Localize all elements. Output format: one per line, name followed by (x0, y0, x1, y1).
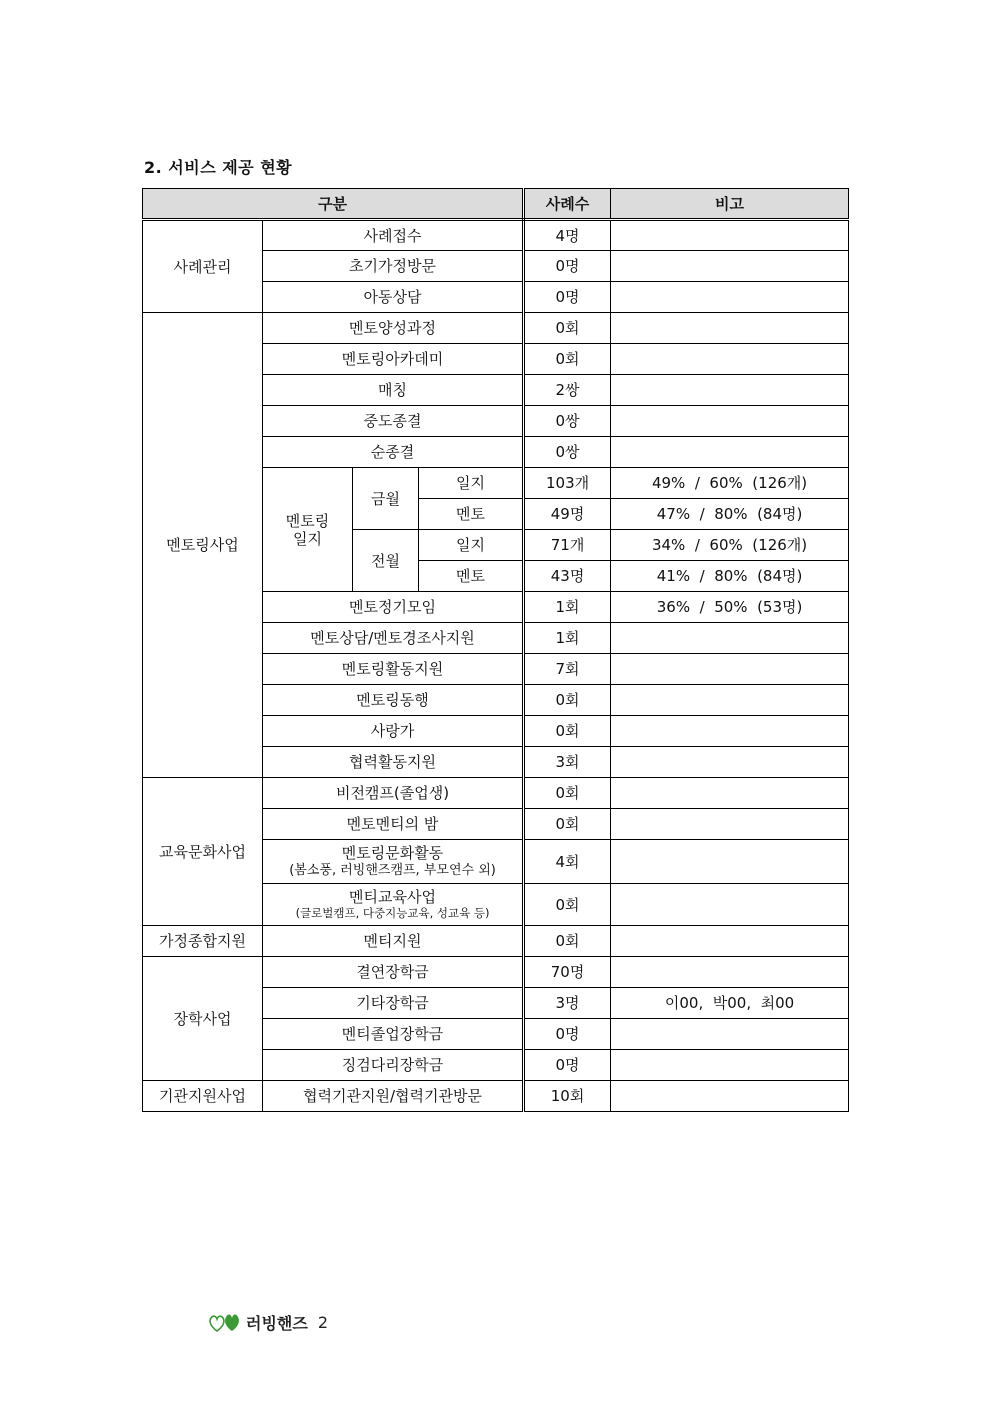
group-institution: 기관지원사업 (143, 1081, 263, 1112)
journal-label: 멘토링 일지 (263, 468, 353, 592)
item-note (611, 926, 849, 957)
item-name: 매칭 (263, 375, 524, 406)
item-name-with-sub (263, 840, 524, 884)
item-count: 0쌍 (524, 437, 611, 468)
table-row (143, 220, 849, 251)
item-name: 일지 (419, 530, 524, 561)
item-count: 4명 (524, 220, 611, 251)
item-count: 0쌍 (524, 406, 611, 437)
item-count: 43명 (524, 561, 611, 592)
item-name: 멘티지원 (263, 926, 524, 957)
item-name: 결연장학금 (263, 957, 524, 988)
item-note: 47% / 80% (84명) (611, 499, 849, 530)
item-count: 4회 (524, 840, 611, 884)
section-title: 2. 서비스 제공 현황 (144, 158, 293, 177)
item-count: 10회 (524, 1081, 611, 1112)
item-count: 70명 (524, 957, 611, 988)
item-note (611, 344, 849, 375)
item-name: 멘토링동행 (263, 685, 524, 716)
item-name: 멘토 (419, 561, 524, 592)
item-name: 아동상담 (263, 282, 524, 313)
item-note (611, 220, 849, 251)
table-row (143, 313, 849, 344)
item-note (611, 375, 849, 406)
table-header-row (143, 189, 849, 220)
item-note (611, 716, 849, 747)
item-name: 사랑가 (263, 716, 524, 747)
header-note: 비고 (611, 189, 849, 220)
item-count: 2쌍 (524, 375, 611, 406)
table-row (143, 957, 849, 988)
service-status-table (142, 188, 849, 1112)
item-count: 0명 (524, 282, 611, 313)
item-count: 0회 (524, 778, 611, 809)
item-count: 0명 (524, 1050, 611, 1081)
item-count: 0회 (524, 884, 611, 926)
group-mentoring: 멘토링사업 (143, 313, 263, 778)
item-subtitle: (봄소풍, 러빙핸즈캠프, 부모연수 외) (289, 863, 496, 879)
item-count: 1회 (524, 623, 611, 654)
item-note: 36% / 50% (53명) (611, 592, 849, 623)
group-scholarship: 장학사업 (143, 957, 263, 1081)
two-hearts-logo-icon (208, 1311, 242, 1333)
item-note (611, 685, 849, 716)
item-note: 49% / 60% (126개) (611, 468, 849, 499)
group-education: 교육문화사업 (143, 778, 263, 926)
table-row (143, 778, 849, 809)
item-name: 협력활동지원 (263, 747, 524, 778)
item-name: 멘티교육사업 (349, 888, 436, 907)
item-name: 멘토링문화활동 (341, 844, 444, 863)
page-footer (208, 1309, 328, 1335)
item-name: 협력기관지원/협력기관방문 (263, 1081, 524, 1112)
item-count: 0회 (524, 926, 611, 957)
page-number: 2 (317, 1312, 329, 1332)
item-note (611, 437, 849, 468)
item-name: 기타장학금 (263, 988, 524, 1019)
item-subtitle: (글로벌캠프, 다중지능교육, 성교육 등) (295, 906, 490, 921)
item-name: 멘토정기모임 (263, 592, 524, 623)
group-case-mgmt: 사례관리 (143, 220, 263, 313)
item-note (611, 957, 849, 988)
item-count: 49명 (524, 499, 611, 530)
item-name: 징검다리장학금 (263, 1050, 524, 1081)
item-note (611, 282, 849, 313)
group-family: 가정종합지원 (143, 926, 263, 957)
item-name: 중도종결 (263, 406, 524, 437)
item-count: 0명 (524, 251, 611, 282)
item-name: 멘티졸업장학금 (263, 1019, 524, 1050)
item-note (611, 623, 849, 654)
item-count: 0회 (524, 716, 611, 747)
item-name: 사례접수 (263, 220, 524, 251)
item-note (611, 654, 849, 685)
item-name: 멘토상담/멘토경조사지원 (263, 623, 524, 654)
item-name: 멘토멘티의 밤 (263, 809, 524, 840)
item-count: 0회 (524, 313, 611, 344)
item-count: 0명 (524, 1019, 611, 1050)
item-count: 0회 (524, 809, 611, 840)
item-name: 일지 (419, 468, 524, 499)
item-note (611, 1050, 849, 1081)
item-note: 이00, 박00, 최00 (611, 988, 849, 1019)
item-name: 초기가정방문 (263, 251, 524, 282)
item-note (611, 1081, 849, 1112)
this-month-label: 금월 (353, 468, 419, 530)
item-note: 41% / 80% (84명) (611, 561, 849, 592)
item-note (611, 778, 849, 809)
item-count: 7회 (524, 654, 611, 685)
item-name: 순종결 (263, 437, 524, 468)
table-row (143, 1081, 849, 1112)
item-count: 71개 (524, 530, 611, 561)
item-name: 멘토링아카데미 (263, 344, 524, 375)
item-note (611, 251, 849, 282)
item-count: 0회 (524, 685, 611, 716)
item-note (611, 1019, 849, 1050)
item-name: 비전캠프(졸업생) (263, 778, 524, 809)
item-name: 멘토 (419, 499, 524, 530)
header-category: 구분 (143, 189, 524, 220)
item-note (611, 884, 849, 926)
item-name: 멘토링활동지원 (263, 654, 524, 685)
item-count: 3회 (524, 747, 611, 778)
item-count: 103개 (524, 468, 611, 499)
item-note (611, 313, 849, 344)
last-month-label: 전월 (353, 530, 419, 592)
item-name: 멘토양성과정 (263, 313, 524, 344)
item-note (611, 406, 849, 437)
item-count: 3명 (524, 988, 611, 1019)
header-count: 사례수 (524, 189, 611, 220)
item-note (611, 840, 849, 884)
item-note: 34% / 60% (126개) (611, 530, 849, 561)
item-name-with-sub (263, 884, 524, 926)
item-count: 1회 (524, 592, 611, 623)
table-row (143, 926, 849, 957)
item-count: 0회 (524, 344, 611, 375)
item-note (611, 747, 849, 778)
item-note (611, 809, 849, 840)
footer-brand: 러빙핸즈 (246, 1313, 308, 1333)
